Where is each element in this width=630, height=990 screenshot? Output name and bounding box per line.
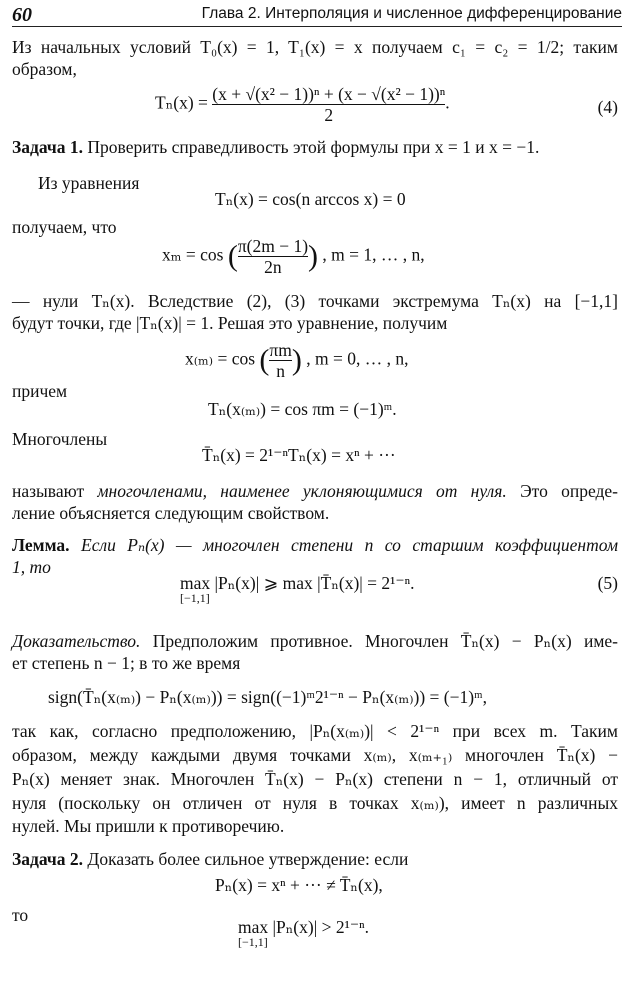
formula-zeros-fraction	[238, 236, 308, 277]
task-2-label: Задача 2.	[12, 849, 84, 869]
intro-line-2: образом,	[12, 59, 77, 79]
lemma-line-2: 1, то	[12, 557, 51, 577]
formula-task2-claim: max |Pₙ(x)| > 2¹⁻ⁿ.	[238, 917, 369, 937]
proof-text-1: Предположим противное. Многочлен T̄ₙ(x) − Pₙ(x) име-	[152, 631, 618, 651]
formula-5: max |Pₙ(x)| ⩾ max |T̄ₙ(x)| = 2¹⁻ⁿ.	[180, 573, 415, 593]
called-line-1	[12, 480, 618, 502]
page-header	[12, 4, 622, 27]
lemma-line-1	[12, 534, 618, 556]
task-1-label: Задача 1.	[12, 137, 84, 157]
proof-line-1	[12, 630, 618, 652]
formula-4: Tₙ(x) = $\frac{\text{(x + √(x² − 1))ⁿ + (x − √(x² − 1))ⁿ}}{2}$ .	[155, 84, 450, 125]
formula-extrema: x₍ₘ₎ = cos ( $\frac{\pi m}{n}$ ) , m = 0, … , n,	[185, 340, 409, 381]
formula-4-lhs: Tₙ(x) =	[155, 92, 208, 113]
formula-tn-at-extrema: Tₙ(x₍ₘ₎) = cos πm = (−1)ᵐ.	[208, 399, 397, 419]
formula-extrema-fraction	[269, 340, 291, 381]
running-title: Глава 2. Интерполяция и численное дифференцирование	[201, 5, 622, 22]
from-equation-text: Из уравнения	[38, 173, 140, 193]
proof-label: Доказательство.	[12, 631, 141, 651]
called-text-2: Это опреде-	[520, 481, 618, 501]
formula-tbar: T̄ₙ(x) = 2¹⁻ⁿTₙ(x) = xⁿ + ···	[202, 445, 396, 465]
task-2-text: Доказать более сильное утверждение: если	[87, 849, 409, 869]
task-1	[12, 136, 618, 158]
formula-extrema-range: , m = 0, … , n,	[306, 348, 409, 369]
formula-cos-arccos: Tₙ(x) = cos(n arccos x) = 0	[215, 189, 406, 209]
formula-extrema-lhs: x₍ₘ₎ = cos	[185, 348, 256, 369]
equation-number-5: (5)	[597, 573, 618, 593]
proof-line-5: Pₙ(x) меняет знак. Многочлен T̄ₙ(x) − Pₙ(x) степени n − 1, отличный от	[12, 769, 618, 789]
page-number: 60	[12, 4, 32, 26]
formula-zeros-denominator: 2n	[238, 256, 308, 277]
formula-zeros-range: , m = 1, … , n,	[322, 244, 425, 265]
formula-extrema-denominator: n	[269, 360, 291, 381]
proof-line-7: нулей. Мы пришли к противоречию.	[12, 816, 285, 836]
formula-zeros: xₘ = cos ( $\frac{\pi(2m - 1)}{2n}$ ) , m = 1, … , n,	[162, 236, 425, 277]
formula-sign: sign(T̄ₙ(x₍ₘ₎) − Pₙ(x₍ₘ₎)) = sign((−1)ᵐ2¹⁻ⁿ − Pₙ(x₍ₘ₎)) = (−1)ᵐ,	[48, 687, 487, 707]
we-get-text: получаем, что	[12, 217, 117, 237]
formula-zeros-lhs: xₘ = cos	[162, 244, 224, 265]
called-term: многочленами, наименее уклоняющимися от нуля.	[97, 481, 507, 501]
equation-number-4: (4)	[597, 97, 618, 117]
intro-line-1: Из начальных условий T₀(x) = 1, T₁(x) = x получаем c₁ = c₂ = 1/2; таким	[12, 37, 618, 57]
lemma-label: Лемма.	[12, 535, 70, 555]
zeros-line-2: будут точки, где |Tₙ(x)| = 1. Решая это уравнение, получим	[12, 313, 448, 333]
task-2	[12, 848, 618, 870]
proof-line-3: так как, согласно предположению, |Pₙ(x₍ₘ₎)| < 2¹⁻ⁿ при всех m. Таким	[12, 721, 618, 741]
formula-4-numerator: (x + √(x² − 1))ⁿ + (x − √(x² − 1))ⁿ	[212, 84, 446, 104]
formula-zeros-numerator: π(2m − 1)	[237, 236, 309, 256]
formula-task2-limit: [−1,1]	[238, 935, 268, 949]
task-1-text: Проверить справедливость этой формулы при x = 1 и x = −1.	[87, 137, 540, 157]
formula-task2-condition: Pₙ(x) = xⁿ + ··· ≠ T̄ₙ(x),	[215, 875, 383, 895]
called-text: называют	[12, 481, 85, 501]
whereby-text: причем	[12, 381, 68, 401]
called-line-2: ление объясняется следующим свойством.	[12, 503, 330, 523]
zeros-line-1: — нули Tₙ(x). Вследствие (2), (3) точками экстремума Tₙ(x) на [−1,1]	[12, 291, 618, 311]
formula-5-limit: [−1,1]	[180, 591, 210, 605]
lemma-text: Если Pₙ(x) — многочлен степени n со старшим коэффициентом	[81, 535, 619, 555]
proof-line-2: ет степень n − 1; в то же время	[12, 653, 241, 673]
proof-line-6: нуля (поскольку он отличен от нуля в точках x₍ₘ₎), имеет n различных	[12, 793, 618, 813]
polynomials-text: Многочлены	[12, 429, 108, 449]
formula-extrema-numerator: πm	[269, 340, 292, 360]
then-text: то	[12, 905, 29, 925]
proof-line-4: образом, между каждыми двумя точками x₍ₘ₎, x₍ₘ₊₁₎ многочлен T̄ₙ(x) −	[12, 745, 618, 765]
formula-4-fraction	[212, 84, 445, 125]
formula-4-denominator: 2	[212, 104, 445, 125]
